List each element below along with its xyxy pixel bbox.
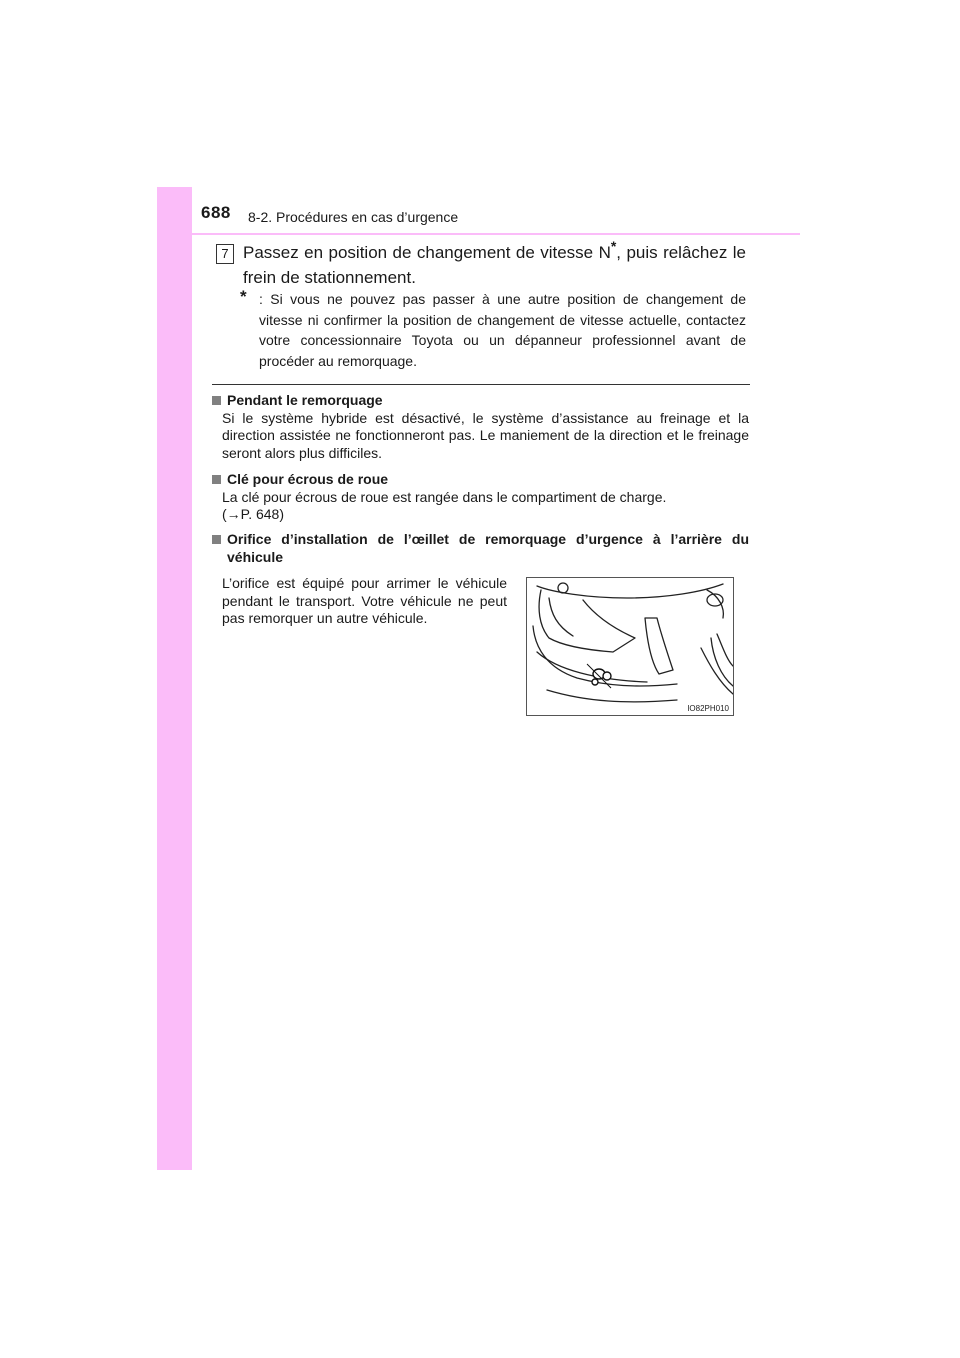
step-text-after: , puis relâchez le frein de stationnement. <box>243 243 746 287</box>
chapter-side-band <box>157 187 192 1170</box>
page-reference: (→P. 648) <box>222 506 284 522</box>
note-towing <box>212 392 749 462</box>
square-bullet-icon <box>212 475 221 484</box>
note-heading-text: Orifice d’installation de l’œillet de remorquage d’urgence à l’arrière du véhicule <box>227 531 749 565</box>
note-heading <box>212 392 749 410</box>
rear-bumper-illustration <box>526 577 734 716</box>
step-text-before: Passez en position de changement de vitesse N <box>243 243 611 262</box>
note-heading <box>212 531 749 566</box>
note-body-line: La clé pour écrous de roue est rangée dans le compartiment de charge. <box>222 488 667 505</box>
section-divider <box>212 384 750 385</box>
figure-code: IO82PH010 <box>687 704 729 713</box>
note-body: Si le système hybride est désactivé, le système d’assistance au freinage et la direction assistée ne fonctionneront pas. Le maniement de la direction et le freinage seront alors plus difficiles. <box>222 409 749 461</box>
note-wheel-nut-wrench <box>212 471 749 524</box>
note-tow-eyelet <box>212 531 749 566</box>
step-number-box: 7 <box>216 244 234 264</box>
footnote-marker: * <box>240 287 247 306</box>
step-footnote-marker: * <box>610 238 617 254</box>
note-heading-text: Clé pour écrous de roue <box>227 471 389 487</box>
footnote <box>240 289 746 371</box>
rear-bumper-drawing <box>527 578 733 715</box>
page-number: 688 <box>201 203 231 222</box>
header-rule <box>192 233 800 235</box>
footnote-text: : Si vous ne pouvez pas passer à une autre position de changement de vitesse ni confirmer la position de changement de vitesse actuelle, contactez votre concessionnaire Toyota ou un dépanneur professionnel avant de procéder au remorquage. <box>259 291 746 369</box>
square-bullet-icon <box>212 396 221 405</box>
step-instruction <box>243 240 746 290</box>
note-heading-text: Pendant le remorquage <box>227 392 383 408</box>
square-bullet-icon <box>212 535 221 544</box>
section-title: 8-2. Procédures en cas d’urgence <box>248 209 459 225</box>
tow-eyelet-description: L’orifice est équipé pour arrimer le véhicule pendant le transport. Votre véhicule ne peut pas remorquer un autre véhicule. <box>222 575 507 626</box>
note-heading <box>212 471 749 489</box>
